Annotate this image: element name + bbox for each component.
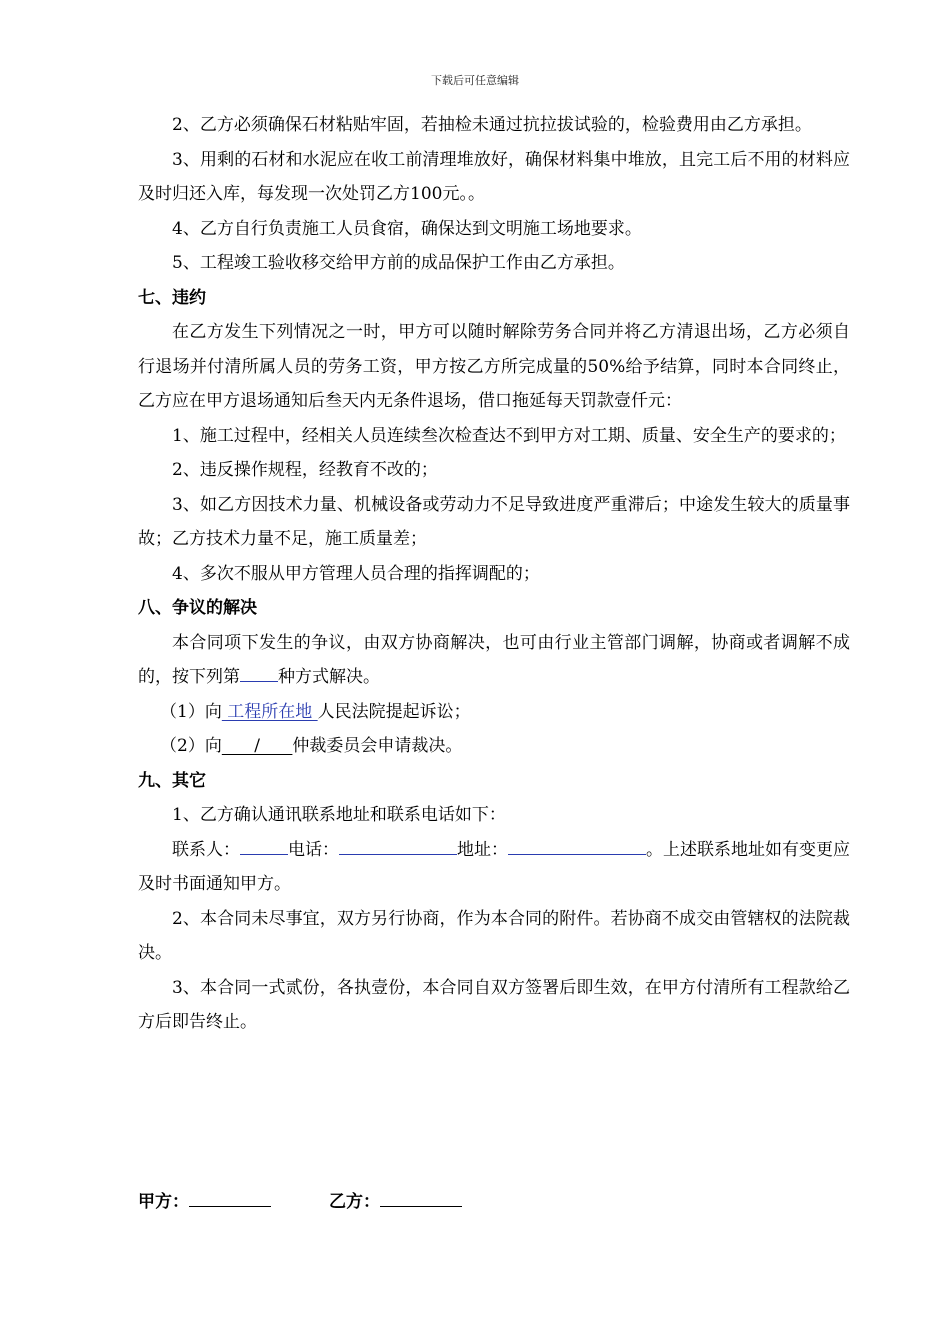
clause-7-2: 2、违反操作规程，经教育不改的； bbox=[172, 460, 438, 480]
page-header: 下载后可任意编辑 bbox=[431, 74, 519, 87]
option-1: （1）向 工程所在地 人民法院提起诉讼； bbox=[160, 701, 471, 722]
option-2: （2）向 / 仲裁委员会申请裁决。 bbox=[160, 736, 463, 756]
arbitration-committee-field[interactable]: / bbox=[221, 736, 293, 756]
party-a-label: 甲方： bbox=[138, 1192, 189, 1212]
section-8-intro: 本合同项下发生的争议，由双方协商解决，也可由行业主管部门调解，协商或者调解不成的，按下列第 种方式解决。 bbox=[138, 632, 850, 687]
clause-6-3: 3、用剩的石材和水泥应在收工前清理堆放好，确保材料集中堆放，且完工后不用的材料应及时归还入库，每发现一次处罚乙方100元。。 bbox=[138, 149, 850, 204]
clause-7-4: 4、多次不服从甲方管理人员合理的指挥调配的； bbox=[172, 563, 540, 584]
clause-7-3: 3、如乙方因技术力量、机械设备或劳动力不足导致进度严重滞后；中途发生较大的质量事故；乙方技术力量不足，施工质量差； bbox=[138, 494, 850, 549]
contract-body bbox=[138, 108, 850, 1040]
clause-9-3: 3、本合同一式贰份，各执壹份，本合同自双方签署后即生效，在甲方付清所有工程款给乙方后即告终止。 bbox=[138, 977, 850, 1032]
clause-6-2: 2、乙方必须确保石材粘贴牢固，若抽检未通过抗拉拔试验的，检验费用由乙方承担。 bbox=[172, 115, 812, 135]
contact-person-blank[interactable] bbox=[240, 834, 288, 855]
section-7-title: 七、违约 bbox=[138, 287, 206, 308]
clause-9-1: 1、乙方确认通讯联系地址和联系电话如下： bbox=[172, 805, 506, 825]
section-7-intro: 在乙方发生下列情况之一时，甲方可以随时解除劳务合同并将乙方清退出场，乙方必须自行退场并付清所属人员的劳务工资，甲方按乙方所完成量的50%给予结算，同时本合同终止，乙方应在甲方退场通知后叁天内无条件退场，借口拖延每天罚款壹仟元： bbox=[138, 322, 850, 411]
contact-line: 联系人： 电话： 地址： 。上述联系地址如有变更应及时书面通知甲方。 bbox=[138, 833, 850, 902]
clause-6-5: 5、工程竣工验收移交给甲方前的成品保护工作由乙方承担。 bbox=[172, 253, 625, 273]
party-a-signature-blank[interactable] bbox=[189, 1186, 271, 1207]
section-8-title: 八、争议的解决 bbox=[138, 598, 257, 618]
party-b-label: 乙方： bbox=[329, 1192, 380, 1212]
signature-line bbox=[138, 1186, 462, 1212]
clause-6-4: 4、乙方自行负责施工人员食宿，确保达到文明施工场地要求。 bbox=[172, 218, 642, 239]
court-location-field[interactable]: 工程所在地 bbox=[221, 701, 318, 722]
clause-7-1: 1、施工过程中，经相关人员连续叁次检查达不到甲方对工期、质量、安全生产的要求的； bbox=[172, 425, 846, 446]
section-9-title: 九、其它 bbox=[138, 770, 206, 791]
method-number-blank[interactable] bbox=[240, 661, 278, 682]
phone-blank[interactable] bbox=[339, 834, 457, 855]
clause-9-2: 2、本合同未尽事宜，双方另行协商，作为本合同的附件。若协商不成交由管辖权的法院裁决。 bbox=[138, 908, 850, 963]
party-b-signature-blank[interactable] bbox=[380, 1186, 462, 1207]
address-blank[interactable] bbox=[508, 834, 646, 855]
